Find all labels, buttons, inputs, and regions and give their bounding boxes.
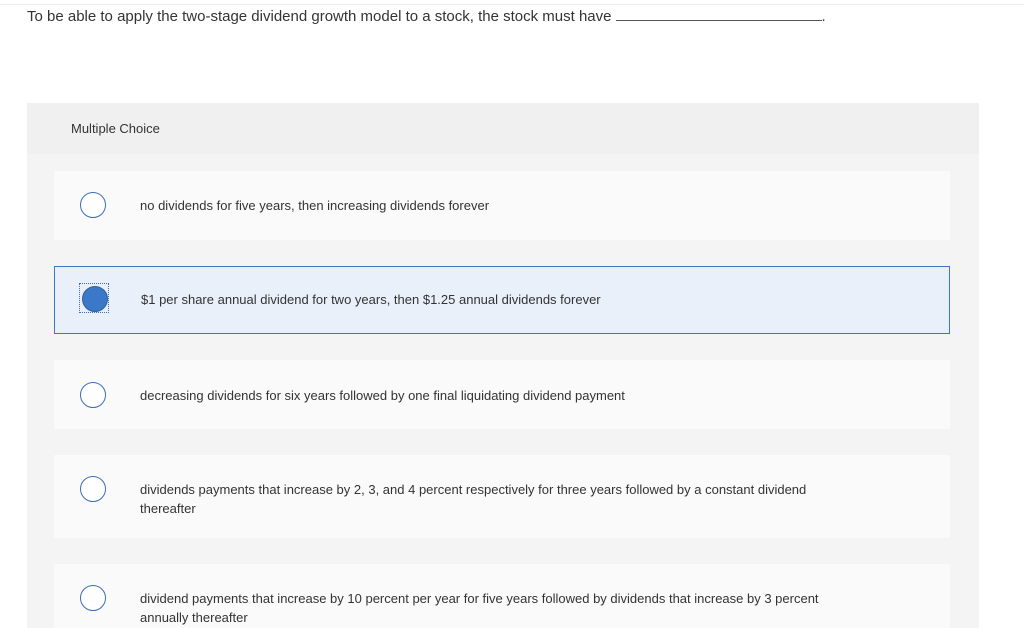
answer-blank bbox=[616, 10, 822, 21]
option-label-3: decreasing dividends for six years followed by one final liquidating dividend payment bbox=[140, 388, 625, 403]
question-prompt bbox=[27, 8, 927, 26]
options-area bbox=[27, 154, 979, 628]
option-label-1: no dividends for five years, then increasing dividends forever bbox=[140, 198, 490, 213]
panel-title: Multiple Choice bbox=[71, 121, 160, 136]
option-label-2: $1 per share annual dividend for two years, then $1.25 annual dividends forever bbox=[141, 292, 601, 307]
option-2[interactable] bbox=[54, 266, 950, 334]
panel-header bbox=[27, 103, 979, 154]
question-text: To be able to apply the two-stage dividend growth model to a stock, the stock must have bbox=[27, 8, 612, 25]
option-5[interactable] bbox=[54, 564, 950, 628]
radio-button-4[interactable] bbox=[80, 476, 106, 502]
radio-button-2[interactable] bbox=[82, 286, 108, 312]
top-divider bbox=[0, 4, 1024, 5]
option-3[interactable] bbox=[54, 360, 950, 429]
option-4[interactable] bbox=[54, 455, 950, 538]
question-end-punct: . bbox=[821, 8, 826, 25]
option-label-4: dividends payments that increase by 2, 3, and 4 percent respectively for three years followed by a constant dividend thereafter bbox=[140, 482, 807, 516]
radio-button-1[interactable] bbox=[80, 192, 106, 218]
multiple-choice-panel bbox=[27, 103, 979, 628]
option-1[interactable] bbox=[54, 171, 950, 240]
radio-focus-ring bbox=[79, 283, 109, 313]
radio-button-5[interactable] bbox=[80, 585, 106, 611]
radio-button-3[interactable] bbox=[80, 382, 106, 408]
option-label-5: dividend payments that increase by 10 percent per year for five years followed by dividends that increase by 3 percent annually thereafter bbox=[140, 591, 819, 625]
